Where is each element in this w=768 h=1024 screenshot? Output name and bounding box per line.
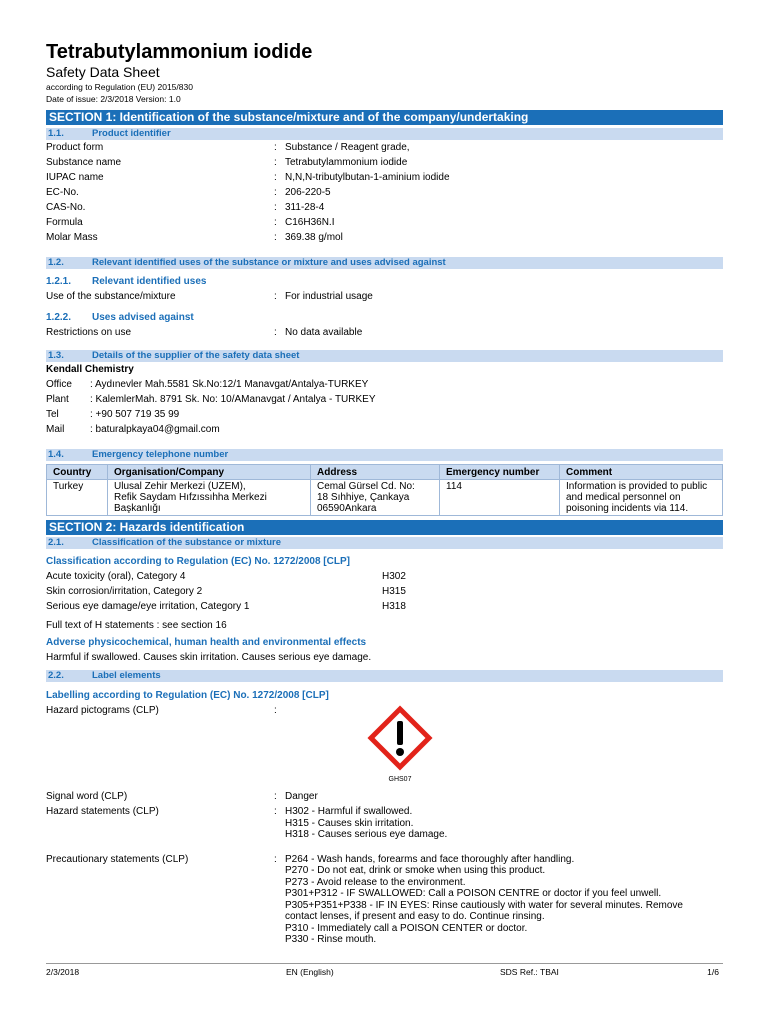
subsection-1-3: [46, 350, 723, 362]
identifier-key: Product form: [46, 142, 104, 153]
cell-emergency-number: 114: [440, 480, 560, 516]
signal-word-row: Signal word (CLP) : Danger: [46, 791, 318, 802]
adverse-effects-heading: Adverse physicochemical, human health and environmental effects: [46, 637, 367, 648]
restrictions-row: Restrictions on use : No data available: [46, 327, 363, 338]
pictogram-block: [46, 703, 723, 789]
hazard-statements-list: [285, 806, 723, 841]
document-subtitle: Safety Data Sheet: [46, 64, 160, 80]
clp-classification-heading: Classification according to Regulation (EC) No. 1272/2008 [CLP]: [46, 556, 350, 567]
footer-date: 2/3/2018: [46, 967, 80, 977]
precautionary-statement: P270 - Do not eat, drink or smoke when using this product.: [285, 865, 546, 876]
page-footer: [46, 963, 723, 978]
identifier-value: 311-28-4: [285, 202, 325, 213]
precautionary-statement: P273 - Avoid release to the environment.: [285, 876, 466, 888]
subsection-label: Emergency telephone number: [92, 449, 229, 460]
column-header: Address: [311, 465, 440, 480]
subsection-label: Product identifier: [92, 128, 171, 139]
precautionary-statement: P330 - Rinse mouth.: [285, 934, 377, 945]
subsection-number: 2.2.: [48, 670, 64, 681]
precautionary-statements-row: Precautionary statements (CLP) : P264 - Wash hands, forearms and face thoroughly after handling. P270 - Do not eat, drink or smoke when using this product. P273 - Avoid release to the environment. P301+P312 - IF SWALLOWED: Call a POISON CENTRE or doctor if you feel unwell. P305+P351+P338 - IF IN EYES: Rinse cautiously with water for several minutes. Remove contact lenses, if present and easy to do. Continue rinsing. P310 - Immediately call a POISON CENTER or doctor. P330 - Rinse mouth.: [46, 854, 723, 946]
identifier-list: [46, 140, 723, 245]
identifier-value: C16H36N.I: [285, 217, 335, 228]
issue-date: Date of issue: 2/3/2018 Version: 1.0: [46, 94, 181, 104]
exclamation-mark-icon: [367, 705, 433, 771]
pictogram-code: GHS07: [388, 776, 412, 783]
identifier-row: Substance name : Tetrabutylammonium iodide: [46, 157, 408, 168]
subsection-label: Relevant identified uses of the substance or mixture and uses advised against: [92, 257, 446, 268]
email-link[interactable]: : baturalpkaya04@gmail.com: [90, 424, 220, 435]
precautionary-statement: contact lenses, if present and easy to do. Continue rinsing.: [285, 911, 545, 922]
identifier-row: CAS-No. : 311-28-4: [46, 202, 325, 213]
identifier-value: Substance / Reagent grade,: [285, 142, 410, 153]
section-1-header: SECTION 1: Identification of the substance/mixture and of the company/undertaking: [46, 110, 723, 125]
identifier-key: Substance name: [46, 157, 122, 168]
precautionary-statement: P264 - Wash hands, forearms and face thoroughly after handling.: [285, 853, 575, 865]
identifier-value: 206-220-5: [285, 187, 331, 198]
precautionary-statements-list: [285, 854, 723, 946]
cell-comment: Information is provided to public and medical personnel on poisoning incidents via 114.: [560, 480, 723, 516]
subsection-label: Label elements: [92, 670, 161, 681]
cell-organisation: Ulusal Zehir Merkezi (UZEM), Refik Saydam Hıfzıssıhha Merkezi Başkanlığı: [108, 480, 311, 516]
pictograms-row: Hazard pictograms (CLP) :: [46, 705, 277, 716]
subsection-1-4: [46, 449, 723, 461]
identifier-row: Product form : Substance / Reagent grade,: [46, 142, 410, 153]
identifier-key: IUPAC name: [46, 172, 104, 183]
identifier-row: IUPAC name : N,N,N-tributylbutan-1-aminium iodide: [46, 172, 450, 183]
precautionary-statement: P301+P312 - IF SWALLOWED: Call a POISON CENTRE or doctor if you feel unwell.: [285, 888, 662, 899]
subsection-label: Details of the supplier of the safety data sheet: [92, 350, 300, 361]
supplier-row: Mail : baturalpkaya04@gmail.com: [46, 424, 220, 435]
full-text-note: Full text of H statements : see section 16: [46, 620, 227, 631]
subsection-number: 1.3.: [48, 350, 64, 361]
subsection-number: 1.1.: [48, 128, 64, 139]
identifier-key: Molar Mass: [46, 232, 98, 243]
supplier-row: Plant : KalemlerMah. 8791 Sk. No: 10/AManavgat / Antalya - TURKEY: [46, 394, 376, 405]
subsection-number: 1.4.: [48, 449, 64, 460]
footer-sds-ref: SDS Ref.: TBAI: [500, 967, 559, 977]
hazard-statement: H302 - Harmful if swallowed.: [285, 806, 413, 817]
identifier-row: EC-No. : 206-220-5: [46, 187, 331, 198]
identifier-value: 369.38 g/mol: [285, 232, 343, 243]
use-row: Use of the substance/mixture : For industrial usage: [46, 291, 373, 302]
identifier-key: CAS-No.: [46, 202, 86, 213]
precautionary-statement: P305+P351+P338 - IF IN EYES: Rinse cautiously with water for several minutes. Remove: [285, 899, 683, 911]
adverse-effects-text: Harmful if swallowed. Causes skin irritation. Causes serious eye damage.: [46, 652, 372, 663]
ghs07-pictogram: [367, 705, 433, 784]
identifier-value: Tetrabutylammonium iodide: [285, 157, 408, 168]
cell-address: Cemal Gürsel Cd. No: 18 Sıhhiye, Çankaya 06590Ankara: [311, 480, 440, 516]
hazard-statement: H315 - Causes skin irritation.: [285, 817, 414, 829]
precautionary-statement: P310 - Immediately call a POISON CENTER or doctor.: [285, 922, 528, 934]
identifier-key: EC-No.: [46, 187, 79, 198]
subsection-number: 1.2.: [48, 257, 64, 268]
identifier-value: N,N,N-tributylbutan-1-aminium iodide: [285, 172, 450, 183]
subsection-1-1: [46, 128, 723, 140]
footer-page-number: 1/6: [707, 967, 719, 977]
column-header: Comment: [560, 465, 723, 480]
table-row: [47, 480, 723, 516]
column-header: Emergency number: [440, 465, 560, 480]
identifier-row: Formula : C16H36N.I: [46, 217, 335, 228]
subsection-number: 2.1.: [48, 537, 64, 548]
hazard-statement: H318 - Causes serious eye damage.: [285, 829, 448, 840]
subsection-1-2: [46, 257, 723, 269]
regulation-note: according to Regulation (EU) 2015/830: [46, 82, 193, 92]
subsection-2-2: [46, 670, 723, 682]
subsection-1-2-1: 1.2.1. Relevant identified uses: [46, 276, 207, 287]
cell-country: Turkey: [47, 480, 108, 516]
column-header: Country: [47, 465, 108, 480]
labelling-heading: Labelling according to Regulation (EC) No. 1272/2008 [CLP]: [46, 690, 329, 701]
identifier-key: Formula: [46, 217, 83, 228]
column-header: Organisation/Company: [108, 465, 311, 480]
hazard-statements-row: Hazard statements (CLP) : H302 - Harmful if swallowed. H315 - Causes skin irritation. H318 - Causes serious eye damage.: [46, 806, 723, 841]
sds-page: [46, 40, 723, 946]
document-title: Tetrabutylammonium iodide: [46, 41, 313, 63]
company-name: Kendall Chemistry: [46, 364, 134, 375]
identifier-row: Molar Mass : 369.38 g/mol: [46, 232, 343, 243]
section-2-header: SECTION 2: Hazards identification: [46, 520, 723, 535]
footer-language: EN (English): [286, 967, 334, 977]
supplier-row: Tel : +90 507 719 35 99: [46, 409, 180, 420]
subsection-1-2-2: 1.2.2. Uses advised against: [46, 312, 194, 323]
supplier-row: Office : Aydınevler Mah.5581 Sk.No:12/1 Manavgat/Antalya-TURKEY: [46, 379, 369, 390]
emergency-table: [46, 464, 723, 516]
hazard-row: Skin corrosion/irritation, Category 2 H315: [46, 586, 406, 597]
subsection-2-1: [46, 537, 723, 549]
hazard-row: Serious eye damage/eye irritation, Category 1 H318: [46, 601, 406, 612]
table-header-row: [47, 465, 723, 480]
hazard-row: Acute toxicity (oral), Category 4 H302: [46, 571, 406, 582]
subsection-label: Classification of the substance or mixture: [92, 537, 281, 548]
